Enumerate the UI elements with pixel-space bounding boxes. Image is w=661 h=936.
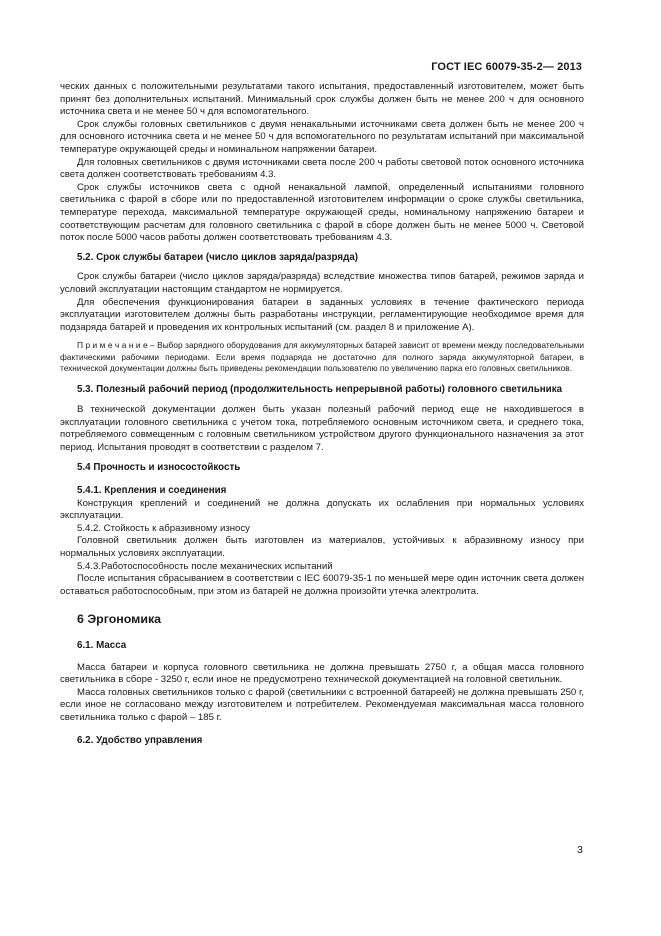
page-body bbox=[60, 81, 584, 747]
paragraph-lifetime-continuation: ческих данных с положительными результатами такого испытания, предоставленный изготовителем, может быть принят без дополнительных испытаний. Минимальный срок службы должен быть не менее 200 ч для основного источника света и не менее 50 ч для вспомогательного. bbox=[60, 81, 584, 118]
paragraph-two-sources: Срок службы головных светильников с двумя ненакальными источниками света должен быть не менее 200 ч для основного источника света и не менее 50 ч для вспомогательного по результатам испытаний при максимальной температуре окружающей среды и номинальном напряжении батареи. bbox=[60, 118, 584, 155]
paragraph-headpiece-mass: Масса головных светильников только с фарой (светильники с встроенной батареей) не должна превышать 250 г, если иное не согласовано между изготовителем и потребителем. Рекомендуемая максимальная масса головного светильника только с фарой – 185 г. bbox=[60, 686, 584, 723]
paragraph-abrasion: Головной светильник должен быть изготовлен из материалов, устойчивых к абразивному износу при нормальных условиях эксплуатации. bbox=[60, 535, 584, 560]
section-heading-6: 6 Эргономика bbox=[77, 612, 162, 627]
subsection-heading-5-4-2: 5.4.2. Стойкость к абразивному износу bbox=[77, 522, 250, 534]
subsection-heading-5-4-3: 5.4.3.Работоспособность после механических испытаний bbox=[77, 560, 333, 572]
paragraph-drop-test: После испытания сбрасыванием в соответствии с IEC 60079-35-1 по меньшей мере один источник света должен оставаться работоспособным, при этом из батарей не должна произойти утечка электролита. bbox=[60, 573, 584, 597]
section-heading-6-1: 6.1. Масса bbox=[77, 640, 127, 651]
section-heading-6-2: 6.2. Удобство управления bbox=[77, 734, 203, 746]
paragraph-working-period: В технической документации должен быть указан полезный рабочий период еще не находившегося в эксплуатации головного светильника с учетом тока, потребляемого основным источником света, и среднего тока, потребляемого совмещенным с головным светильником устройством другого функционального назначения за этот период. Испытания проводят в соответствии с разделом 7. bbox=[60, 404, 584, 453]
paragraph-fastenings: Конструкция креплений и соединений не должна допускать их ослабления при нормальных условиях эксплуатации. bbox=[60, 497, 584, 522]
paragraph-battery-instructions: Для обеспечения функционирования батареи в заданных условиях в течение фактического периода эксплуатации изготовителем должны быть разработаны инструкции, регламентирующие необходимое время для подзаряда батарей и проведения их контрольных испытаний (см. раздел 8 и приложение А). bbox=[60, 296, 584, 333]
paragraph-luminous-flux: Для головных светильников с двумя источниками света после 200 ч работы световой поток основного источника света должен соответствовать требованиям 4.3. bbox=[60, 156, 584, 181]
paragraph-mass-limit: Масса батареи и корпуса головного светильника не должна превышать 2750 г, а общая масса головного светильника в сборе - 3250 г, если иное не предусмотрено технической документацией на головной светильник. bbox=[60, 661, 584, 686]
standard-header: ГОСТ IEC 60079-35-2— 2013 bbox=[431, 61, 582, 73]
paragraph-battery-life: Срок службы батареи (число циклов заряда/разряда) вследствие множества типов батарей, режимов заряда и условий эксплуатации настоящим стандартом не нормируется. bbox=[60, 271, 584, 295]
section-heading-5-4-1: 5.4.1. Крепления и соединения bbox=[77, 485, 227, 497]
note-charging-equipment: П р и м е ч а н и е – Выбор зарядного оборудования для аккумуляторных батарей зависит от времени между последовательными фактическими рабочими периодами. Если время подзаряда не достаточно для полного заряда аккумуляторной батареи, в технической документации должны быть приведены рекомендации пользователю по увеличению парка его головных светильников. bbox=[60, 340, 584, 374]
section-heading-5-3: 5.3. Полезный рабочий период (продолжительность непрерывной работы) головного светильника bbox=[77, 383, 563, 395]
section-heading-5-4: 5.4 Прочность и износостойкость bbox=[77, 462, 241, 474]
section-heading-5-2: 5.2. Срок службы батареи (число циклов заряда/разряда) bbox=[77, 251, 359, 263]
page-number: 3 bbox=[577, 844, 583, 856]
paragraph-single-lamp: Срок службы источников света с одной ненакальной лампой, определенный испытаниями головного светильника с фарой в сборе или по предоставленной изготовителем информации о сроке службы светильника, температуре перехода, максимальной температуре окружающей среды, номинальному напряжению батареи и соответствующим расчетам для головного светильника с фарой в сборе должен быть не менее 5000 ч. Световой поток после 5000 часов работы должен соответствовать требованиям 4.3. bbox=[60, 181, 584, 244]
